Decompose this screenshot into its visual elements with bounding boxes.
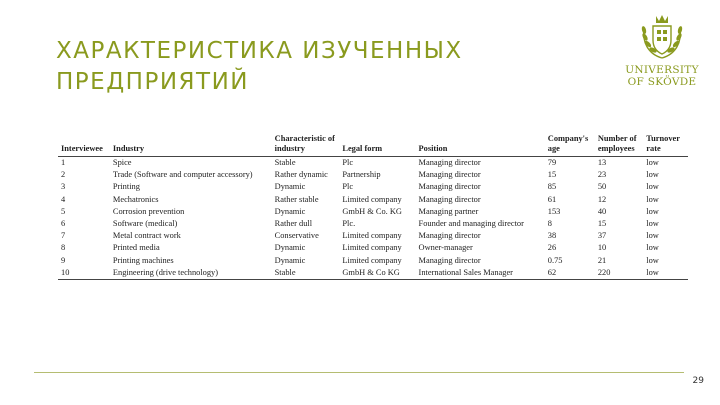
cell-position: Managing director: [418, 182, 481, 192]
cell-industry: Engineering (drive technology): [110, 267, 272, 280]
header-turnover: Turnover rate: [643, 134, 688, 157]
cell-employees: 220: [595, 267, 643, 280]
cell-industry: Mechatronics: [112, 194, 159, 204]
cell-age: 85: [547, 182, 557, 192]
cell-age: 38: [547, 231, 557, 241]
cell-characteristic: Rather dull: [274, 219, 313, 229]
cell-legal-form: Limited company: [342, 243, 402, 253]
cell-interviewee: 8: [61, 243, 66, 253]
cell-industry: Corrosion prevention: [112, 206, 185, 216]
cell-characteristic: Rather dynamic: [274, 170, 328, 180]
cell-age: 62: [545, 267, 595, 280]
table-body: [58, 157, 688, 280]
university-logo: [622, 12, 702, 96]
cell-position: Managing partner: [418, 206, 479, 216]
cell-turnover: low: [646, 194, 659, 204]
cell-interviewee: 1: [61, 158, 66, 168]
cell-industry: Spice: [112, 158, 132, 168]
cell-interviewee: 6: [61, 219, 66, 229]
cell-characteristic: Dynamic: [274, 206, 306, 216]
cell-legal-form: Plc: [342, 182, 354, 192]
cell-interviewee: 5: [61, 206, 66, 216]
cell-characteristic: Dynamic: [274, 243, 306, 253]
cell-age: 153: [547, 206, 561, 216]
slide-title-line-1: ХАРАКТЕРИСТИКА ИЗУЧЕННЫХ: [56, 38, 463, 64]
cell-industry: Trade (Software and computer accessory): [112, 170, 253, 180]
cell-turnover: low: [646, 182, 659, 192]
cell-industry: Metal contract work: [112, 231, 181, 241]
cell-turnover: low: [646, 243, 659, 253]
cell-employees: 21: [597, 255, 607, 265]
cell-legal-form: Limited company: [342, 231, 402, 241]
cell-industry: Software (medical): [112, 219, 178, 229]
cell-characteristic: Stable: [274, 158, 296, 168]
table-row: [58, 267, 688, 280]
cell-legal-form: Limited company: [342, 255, 402, 265]
cell-employees: 50: [597, 182, 607, 192]
logo-text-line-2: OF SKÖVDE: [627, 76, 697, 88]
header-characteristic: Characteristic of industry: [272, 134, 340, 157]
cell-position: Managing director: [418, 194, 481, 204]
cell-position: Managing director: [418, 255, 481, 265]
cell-age: 0.75: [547, 255, 563, 265]
cell-turnover: low: [646, 206, 659, 216]
cell-legal-form: Partnership: [342, 170, 381, 180]
footer-divider: [34, 372, 684, 373]
cell-legal-form: Plc: [342, 158, 354, 168]
cell-age: 61: [547, 194, 557, 204]
cell-legal-form: GmbH & Co. KG: [342, 206, 402, 216]
table-row: [58, 169, 688, 181]
cell-characteristic: Stable: [272, 267, 340, 280]
cell-employees: 37: [597, 231, 607, 241]
header-employees: Number of employees: [595, 134, 643, 157]
cell-industry: Printed media: [112, 243, 160, 253]
header-interviewee: Interviewee: [58, 134, 110, 157]
cell-age: 79: [547, 158, 557, 168]
table-row: [58, 218, 688, 230]
table-row: [58, 181, 688, 193]
cell-employees: 12: [597, 194, 607, 204]
cell-position: International Sales Manager: [416, 267, 545, 280]
cell-characteristic: Conservative: [274, 231, 319, 241]
table-row: [58, 242, 688, 254]
cell-interviewee: 7: [61, 231, 66, 241]
cell-interviewee: 2: [61, 170, 66, 180]
cell-interviewee: 10: [58, 267, 110, 280]
cell-position: Managing director: [418, 231, 481, 241]
cell-characteristic: Rather stable: [274, 194, 319, 204]
cell-employees: 10: [597, 243, 607, 253]
laurel-wreath-crest-icon: [638, 12, 686, 62]
cell-turnover: low: [646, 255, 659, 265]
cell-position: Managing director: [418, 170, 481, 180]
table-row: [58, 157, 688, 170]
cell-interviewee: 3: [61, 182, 66, 192]
cell-age: 15: [547, 170, 557, 180]
cell-employees: 40: [597, 206, 607, 216]
logo-text-line-1: UNIVERSITY: [625, 64, 699, 76]
cell-turnover: low: [646, 170, 659, 180]
cell-industry: Printing machines: [112, 255, 174, 265]
table-row: [58, 230, 688, 242]
cell-characteristic: Dynamic: [274, 255, 306, 265]
cell-legal-form: Plc.: [342, 219, 356, 229]
cell-interviewee: 4: [61, 194, 66, 204]
cell-employees: 15: [597, 219, 607, 229]
table-row: [58, 206, 688, 218]
header-industry: Industry: [110, 134, 272, 157]
cell-turnover: low: [643, 267, 688, 280]
cell-legal-form: GmbH & Co KG: [339, 267, 415, 280]
cell-position: Founder and managing director: [418, 219, 524, 229]
slide-title-line-2: ПРЕДПРИЯТИЙ: [56, 69, 249, 95]
table-header-row: [58, 134, 688, 157]
cell-age: 8: [547, 219, 552, 229]
cell-age: 26: [547, 243, 557, 253]
cell-employees: 13: [597, 158, 607, 168]
cell-turnover: low: [646, 231, 659, 241]
page-number: 29: [692, 376, 704, 386]
slide-title: [56, 36, 576, 98]
table-row: [58, 255, 688, 267]
header-position: Position: [416, 134, 545, 157]
cell-employees: 23: [597, 170, 607, 180]
cell-turnover: low: [646, 158, 659, 168]
cell-characteristic: Dynamic: [274, 182, 306, 192]
cell-interviewee: 9: [61, 255, 66, 265]
companies-table: [58, 134, 688, 280]
cell-position: Owner-manager: [418, 243, 473, 253]
cell-turnover: low: [646, 219, 659, 229]
cell-legal-form: Limited company: [342, 194, 402, 204]
header-company-age: Company's age: [545, 134, 595, 157]
cell-position: Managing director: [418, 158, 481, 168]
table-row: [58, 194, 688, 206]
header-legal-form: Legal form: [339, 134, 415, 157]
cell-industry: Printing: [112, 182, 140, 192]
